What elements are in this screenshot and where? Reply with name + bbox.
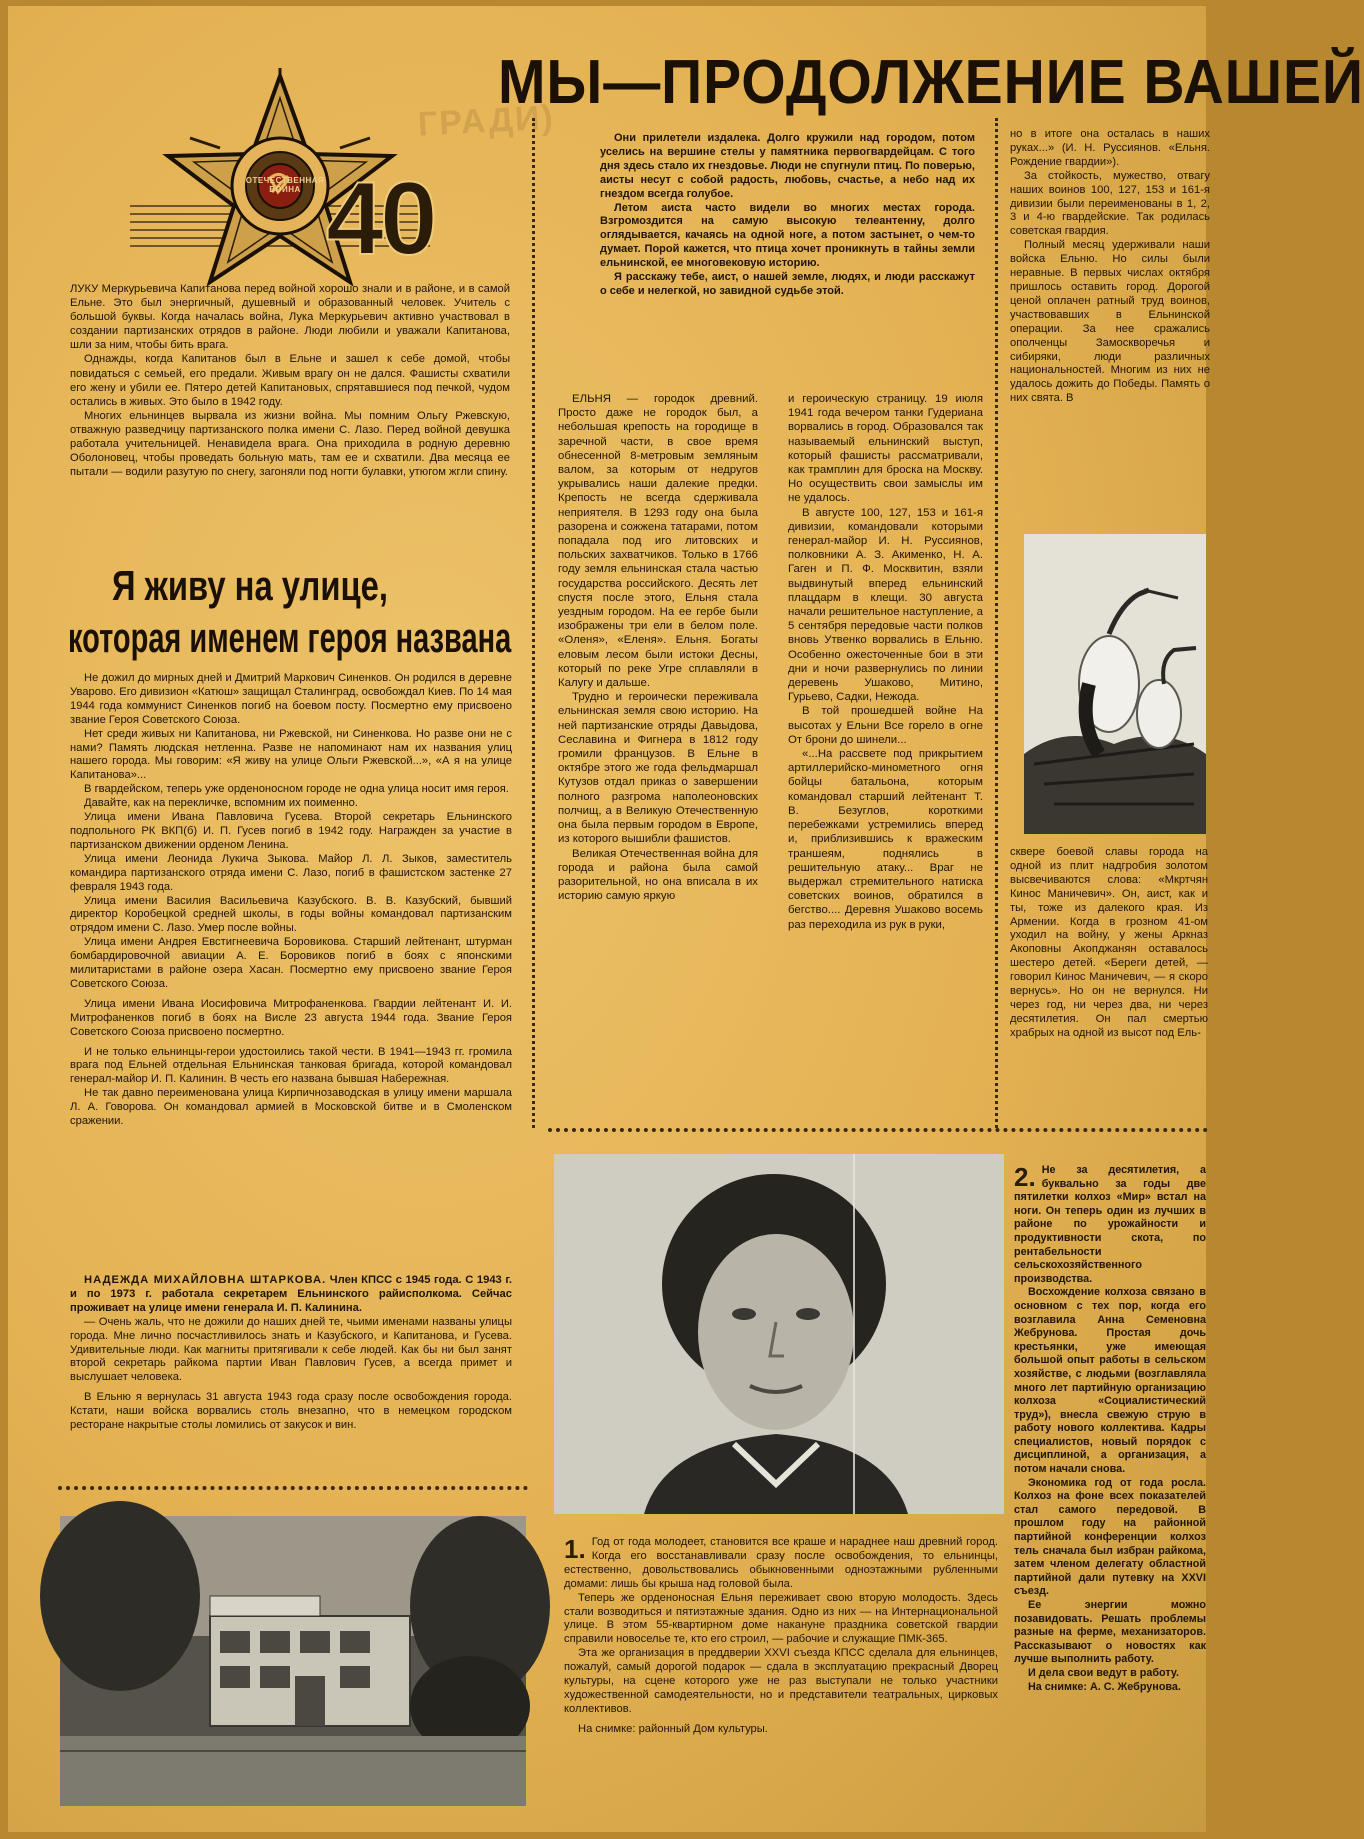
text-paragraph: И дела свои ведут в работу. (1028, 1666, 1179, 1679)
text-paragraph: Трудно и героически переживала ельнинская земля свою историю. На ней партизанские отряды Давыдова, Сеславина и Фигнера в 1812 году громили французов. В Ельне в октябре этого же года фельдмаршал Кутузов отдал приказ о завершении полного разгрома наполеоновских полчищ, а в Великую Отечественную она была первым городом в Европе, из которого вышибли фашистов. (558, 691, 758, 846)
text-paragraph: Нет среди живых ни Капитанова, ни Ржевской, ни Синенкова. Но разве они не с нами? Память людская нетленна. Разве не напоминают нам их названия улиц нашего города. Мы говорим: «Я живу на улице Ольги Ржевской...», «А я на улице Капитанова»... (70, 727, 512, 782)
text-paragraph: Многих ельнинцев вырвала из жизни война. Мы помним Ольгу Ржевскую, отважную разведчицу партизанского полка имени С. Лазо. Перед войной девушка работала учительницей. Ненавидела врага. Она приходила в родную деревню Оболоновец, чтобы проведать больную мать, там ее и схватили. Два месяца ее пытали — водили разутую по снегу, загоняли под ногти булавки, утюгом жгли спину. (70, 409, 510, 479)
stork-intro-text (600, 132, 975, 299)
column-separator (532, 118, 535, 1128)
text-paragraph: Улица имени Андрея Евстигнеевича Боровикова. Старший лейтенант, штурман бомбардировочной авиации А. Е. Боровиков погиб в боях с японскими милитаристами в районе озера Хасан. Посмертно ему присвоено звание Героя Советского Союза. (70, 936, 512, 990)
emblem-number-40: 40 (326, 161, 434, 277)
text-paragraph: Улица имени Ивана Иосифовича Митрофаненкова. Гвардии лейтенант И. И. Митрофаненков погиб в боях на Висле 23 августа 1944 года. Звание Героя Советского Союза присвоено посмертно. (70, 997, 512, 1038)
text-paragraph: Улица имени Василия Васильевича Казубского. В. В. Казубский, бывший директор Коробецкой средней школы, в годы войны командовал партизанским отрядом имени С. Лазо. Умер после войны. (70, 894, 512, 935)
text-paragraph: Полный месяц удерживали наши войска Ельню. Но силы были неравные. В первых числах октября пришлось оставить город. Дорогой ценой оплачен ратный труд воинов, участвовавших в Ельнинской операции. За нее сражались ополченцы Замоскворечья и сибиряки, люди различных национальностей. Многим из них не удалось дожить до Победы. Память о них свята. В (1010, 239, 1210, 405)
text-paragraph: В той прошедшей войне На высотах у Ельни Все горело в огне От брони до шинели... (788, 705, 983, 746)
text-paragraph: Улица имени Ивана Павловича Гусева. Второй секретарь Ельнинского подпольного РК ВКП(б) И. П. Гусев погиб в 1942 году. Награжден за участие в партизанском движении орденом Ленина. (70, 811, 512, 851)
text-paragraph: Не за десятилетия, а буквально за годы две пятилетки колхоз «Мир» встал на ноги. Он теперь один из лучших в районе по урожайности и продуктивности скота, по рентабельности сельскохозяйственного производства. (1014, 1164, 1206, 1285)
text-paragraph: Не так давно переименована улица Кирпичнозаводская в улицу имени маршала Л. А. Говорова. Он командовал армией в Московской битве и в Смоленском сражении. (70, 1087, 512, 1128)
left-main-text (70, 672, 512, 1129)
text-paragraph: МЫ—ПРОДОЛЖЕНИЕ ВАШЕЙ (498, 48, 1364, 117)
left-intro-text (70, 282, 510, 479)
text-paragraph: В Ельню я вернулась 31 августа 1943 года сразу после освобождения города. Кстати, наши войска ворвались столь внезапно, что в немецком городском ресторане накрытые столы ломились от закусок и вин. (70, 1391, 512, 1432)
text-paragraph: Теперь же орденоносная Ельня переживает свою вторую молодость. Здесь стали возводиться и пятиэтажные здания. Одно из них — на Интернациональной улице. В этом 55-квартирном доме накануне праздника советской гвардии справили новоселье те, кто его строил, — рабочие и служащие ПМК-365. (564, 1591, 998, 1646)
text-paragraph: и героическую страницу. 19 июля 1941 года вечером танки Гудериана ворвались в город. Образовался так называемый ельнинский выступ, который фашисты рассматривали, как трамплин для броска на Москву. Но осуществить свои замыслы им не удалось. (788, 393, 983, 505)
right-top-text (1010, 128, 1210, 406)
text-paragraph: Летом аиста часто видели во многих местах города. Взгромоздится на самую высокую телеантенну, долго оглядывается, качаясь на одной ноге, а потом застынет, о чем-то думает. Порой кажется, что птица хочет проникнуть в тайны земли ельнинской, ее многовековую историю. (600, 201, 975, 270)
interview-block (70, 1274, 512, 1433)
text-paragraph: Я расскажу тебе, аист, о нашей земле, людях, и люди расскажут о себе и нелегкой, но завидной судьбе этой. (600, 271, 975, 297)
text-paragraph: Год от года молодеет, становится все краше и нараднее наш древний город. Когда его восстанавливали сразу после освобождения, то ельнинцы, естественно, довольствовались обыкновенными одноэтажными рубленными домами: лишь бы крыша над головой была. (564, 1536, 998, 1590)
text-paragraph: 1. (564, 1534, 586, 1564)
text-paragraph: Не дожил до мирных дней и Дмитрий Маркович Синенков. Он родился в деревне Уварово. Его дивизион «Катюш» защищал Сталинград, освобождал Киев. По 14 мая 1944 года коммунист Синенков погиб на боевом посту. Посмертно ему присвоено звание Героя Советского Союза. (70, 672, 512, 726)
section-separator (548, 1128, 1208, 1132)
text-paragraph: 2. (1014, 1162, 1036, 1192)
text-paragraph: Однажды, когда Капитанов был в Ельне и зашел к себе домой, чтобы повидаться с семьей, его предали. Живым врагу он не дался. Фашисты схватили его жену и убили ее. Пятеро детей Капитановых, спрятавшиеся под печкой, чудом остались в живых. Это было в 1942 году. (70, 353, 510, 408)
section-1-text (564, 1536, 998, 1737)
bleed-through-text: ГРАДИ) (417, 98, 556, 144)
page-headline (498, 46, 1364, 126)
text-paragraph: — Очень жаль, что не дожили до наших дней те, чьими именами названы улицы города. Мне лично посчастливилось знать и Казубского, и Капитанова, и Гусева. Удивительные люди. Как магниты притягивали к себе людей. Как бы ни был занят второй секретарь райкома партии Иван Павлович Гусев, а всегда примет и выслушает человека. (70, 1315, 512, 1384)
section-2-text (1014, 1164, 1206, 1694)
photo-caption-right: На снимке: А. С. Жебрунова. (1028, 1680, 1181, 1693)
photo-portrait-zhebrunova (554, 1154, 1004, 1514)
text-paragraph: ЛУКУ Меркурьевича Капитанова перед войной хорошо знали и в районе, и в самой Ельне. Это был энергичный, душевный и образованный человек. Учитель с большой буквы. Когда началась война, Лука Меркурьевич активно участвовал в создании партизанских отрядов в районе. Люди любили и уважали Капитанова, шли за ним, чтобы бить врага. (70, 283, 510, 352)
history-text-b (788, 392, 983, 932)
section-separator (58, 1486, 528, 1490)
text-paragraph: Я живу на улице, (112, 562, 388, 609)
text-paragraph: Эта же организация в преддверии XXVI съезда КПСС сделала для ельнинцев, пожалуй, самый дорогой подарок — сдала в эксплуатацию прекрасный Дворец культуры, на сцене которого уже не раз выступали не только участники художественной самодеятельности, но и представители театральных, цирковых коллективов. (564, 1647, 998, 1715)
text-paragraph: В августе 100, 127, 153 и 161-я дивизии, командовали которыми генерал-майор И. Н. Руссиянов, полковники А. З. Акименко, Н. А. Гаген и П. Ф. Москвитин, взяли выдвинутый вперед ельнинский плацдарм в клещи. 30 августа начали решительное наступление, а 5 сентября передовые части полков вновь Утвенко ворвались в Ельню. Особенно ожесточенные бои в эти дни и ночи развернулись по линии деревень Ушаково, Митино, Гурьево, Садки, Нежода. (788, 506, 983, 704)
right-mid-text (1010, 846, 1208, 1041)
history-text-a (558, 392, 758, 903)
text-paragraph: но в итоге она осталась в наших руках...» (И. Н. Руссиянов. «Ельня. Рождение гвардии»). (1010, 128, 1210, 168)
text-paragraph: Улица имени Леонида Лукича Зыкова. Майор Л. Л. Зыков, заместитель командира партизанского отряда имени С. Лазо, погиб в фашистском застенке 27 февраля 1943 года. (70, 852, 512, 893)
text-paragraph: За стойкость, мужество, отвагу наших воинов 100, 127, 153 и 161-я дивизии были переименованы в 1, 2, 3 и 4-ю гвардейские. Так родилась советская гвардия. (1010, 169, 1210, 238)
text-paragraph: В гвардейском, теперь уже орденоносном городе не одна улица носит имя героя. (84, 783, 509, 796)
text-paragraph: «...На рассвете под прикрытием артиллерийско-минометного огня бойцы батальона, которым командовал старший лейтенант Т. В. Безуглов, короткими перебежками устремились вперед и, приблизившись к вражеским траншеям, поднялись в решительную атаку... Враг не выдержал стремительного натиска советских воинов, обратился в бегство.... Деревня Ушаково восемь раз переходила из рук в руки, (788, 748, 983, 931)
text-paragraph: Давайте, как на перекличке, вспомним их поименно. (84, 797, 358, 810)
photo-caption: На снимке: районный Дом культуры. (578, 1722, 768, 1735)
text-paragraph: ЕЛЬНЯ — городок древний. Просто даже не городок был, а небольшая крепость на городище в заречной части, в свое время обнесенной 8-метровым земляным валом, за которым от недругов укрывались наши далекие предки. Крепость не всегда сдерживала неприятеля. В 1293 году она была разорена и сожжена татарами, потом попадала под иго литовских и польских захватчиков. Только в 1766 году земля ельнинская стала частью государства российского. Десять лет спустя после этого, Ельня стала уездным городом. На ее гербе были изображены три ели в белом поле. «Оленя», «Еленя». Ельня. Богаты еловым лесом были истоки Десны, который по реке Угре сплавляли в Калугу и дальше. (558, 393, 758, 690)
emblem-ribbon-text: ОТЕЧЕСТВЕННАЯ ВОЙНА (245, 176, 325, 194)
section-subhead (68, 562, 518, 666)
anniversary-emblem (130, 68, 434, 288)
text-paragraph: И не только ельнинцы-герои удостоились такой чести. В 1941—1943 гг. громила врага под Ельней отдельная Ельнинская танковая бригада, которой командовал генерал-майор И. П. Калинин. В честь его названа бывшая Набережная. (70, 1045, 512, 1086)
text-paragraph: Экономика год от года росла. Колхоз на фоне всех показателей стал самого передовой. В прошлом году на районной партийной конференции колхоз тель сначала был избран райкома, затем членом делегату областной партийной дали путевку на XXVI съезд. (1014, 1476, 1206, 1598)
text-paragraph: Великая Отечественная война для города и района была самой разорительной, но она вписала в их историю самую яркую (558, 847, 758, 903)
column-separator (995, 118, 998, 1128)
text-paragraph: Член КПСС с 1945 года. С 1943 г. и по 1973 г. работала секретарем Ельнинского райисполкома. Сейчас проживает на улице имени генерала И. П. Калинина. (70, 1274, 512, 1314)
text-paragraph: которая именем героя названа (68, 614, 512, 661)
newspaper-page (8, 6, 1364, 1832)
photo-storks-nest (1024, 534, 1206, 834)
text-paragraph: Восхождение колхоза связано в основном с тех пор, когда его возглавила Анна Семеновна Жебрунова. Простая дочь крестьянки, уже имеющая большой опыт работы в сельском хозяйстве, с людьми (возглавляла много лет партийную организацию колхоза «Социалистический труд»), внесла свежую струю в работу нового коллектива. Кадры специалистов, новый порядок с дисциплиной, а организация, а потом начали снова. (1014, 1286, 1206, 1476)
text-paragraph: Они прилетели издалека. Долго кружили над городом, потом уселись на вершине стелы у памятника первогвардейцам. С того дня здесь стало их гнездовье. Люди не спугнули птиц. По поверью, аисты несут с собой радость, любовь, счастье, а небо над их гнездом всегда голубое. (600, 132, 975, 200)
text-paragraph: Ее энергии можно позавидовать. Решать проблемы разные на ферме, механизаторов. Рассказывают о новостях как лучше выполнить работу. (1014, 1599, 1206, 1666)
text-paragraph: НАДЕЖДА МИХАЙЛОВНА ШТАРКОВА. (84, 1274, 327, 1286)
text-paragraph: сквере боевой славы города на одной из плит надгробия золотом высвечиваются слова: «Мкртчян Кинос Маничевич». Он, аист, как и ты, тоже из далекого края. Из Армении. Когда в грозном 41-ом уходил на войну, у жены Аркназ Акоповны Акопджанян оставалось шестеро детей. «Береги детей, — говорил Кинос Маничевич, — я скоро вернусь». Но он не вернулся. Ни через год, ни через два, ни через десятилетия. Он пал смертью храбрых на одной из высот под Ель- (1010, 846, 1208, 1039)
photo-palace-of-culture (60, 1516, 526, 1806)
